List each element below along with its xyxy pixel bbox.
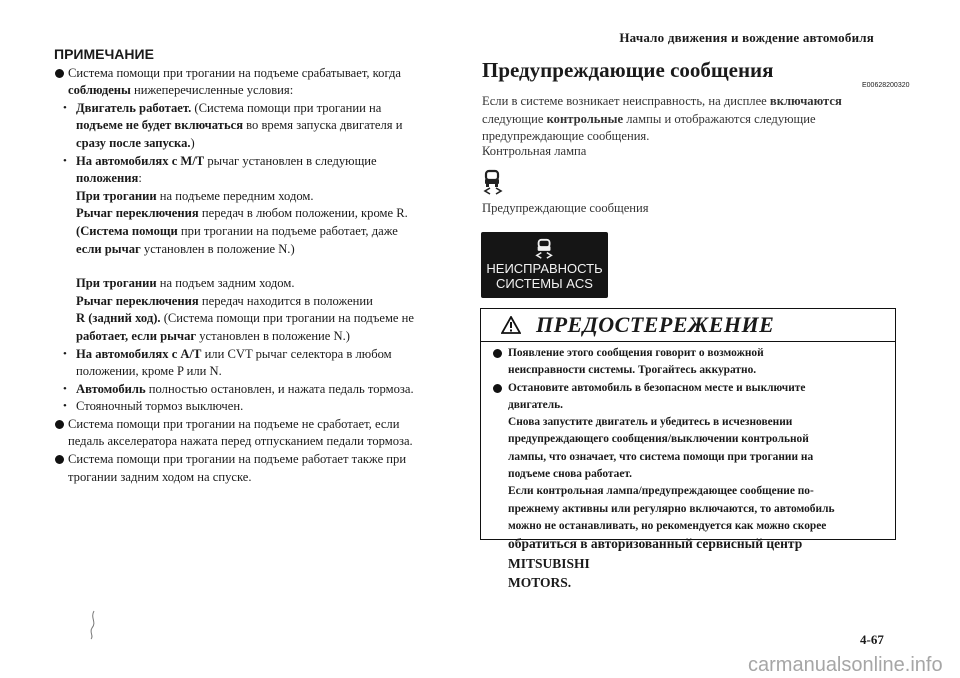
caution-box: [480, 308, 896, 590]
message-label: Предупреждающие сообщения: [482, 201, 649, 215]
section-code: E00628200320: [862, 82, 910, 89]
note-sub-4: • Автомобиль полностью остановлен, и нажата педаль тормоза.: [54, 381, 454, 399]
section-title: Предупреждающие сообщения: [482, 58, 774, 82]
section-intro: Если в системе возникает неисправность, на дисплее включаются следующие контрольные лампы и отображаются следующие предупреждающие сообщения.: [482, 94, 842, 143]
caution-bullet-2: Остановите автомобиль в безопасном месте и выключите двигатель.: [493, 380, 883, 415]
note-bullet-1: Система помощи при трогании на подъеме срабатывает, когда соблюдены нижеперечисленные условия:: [54, 65, 454, 100]
stray-mark: [88, 610, 98, 640]
note-paragraph-forward: При трогании на подъеме передним ходом. Рычаг переключения передач в любом положении, кроме R. (Система помощи при трогании на подъеме работает, даже если рычаг установлен в положение N.): [76, 188, 408, 256]
caution-title: ПРЕДОСТЕРЕЖЕНИЕ: [536, 312, 775, 337]
running-header: Начало движения и вождение автомобиля: [619, 30, 874, 45]
caution-paragraph-restart: Снова запустите двигатель и убедитесь в исчезновении предупреждающего сообщения/выключении контрольной лампы, что означает, что система помощи при трогании на подъеме снова работает.: [508, 416, 814, 481]
warning-display: [481, 232, 608, 298]
note-sub-2: • На автомобилях с M/T рычаг установлен в следующие положения:: [54, 153, 454, 188]
note-sub-1: • Двигатель работает. (Система помощи при трогании на подъеме не будет включаться во время запуска двигателя и сразу после запуска.): [54, 100, 454, 153]
display-line-1: НЕИСПРАВНОСТЬ: [486, 261, 603, 276]
hill-start-assist-icon: [482, 167, 506, 197]
note-title: ПРИМЕЧАНИЕ: [54, 46, 154, 62]
note-sub-3: • На автомобилях с A/T или CVT рычаг селектора в любом положении, кроме P или N.: [54, 346, 454, 381]
display-line-2: СИСТЕМЫ ACS: [496, 276, 593, 291]
watermark: carmanualsonline.info: [748, 654, 943, 676]
page-number: 4-67: [860, 632, 884, 647]
caution-body: [493, 345, 883, 593]
caution-header: [481, 309, 895, 342]
warning-triangle-icon: [501, 316, 521, 334]
note-sub-5: • Стояночный тормоз выключен.: [54, 398, 454, 416]
caution-bullet-1: Появление этого сообщения говорит о возможной неисправности системы. Трогайтесь аккуратно.: [493, 345, 883, 380]
caution-paragraph-service: Если контрольная лампа/предупреждающее сообщение по- прежнему активны или регулярно включаются, то автомобиль можно не останавливать, но рекомендуется как можно скорее обратиться в авторизованный сервисный центр MITSUBISHI MOTORS.: [508, 485, 835, 590]
note-bullet-2: Система помощи при трогании на подъеме не сработает, если педаль акселератора нажата перед отпусканием педали тормоза.: [54, 416, 454, 451]
hill-start-assist-icon: [534, 238, 556, 260]
lamp-label: Контрольная лампа: [482, 144, 587, 158]
note-bullet-3: Система помощи при трогании на подъеме работает также при трогании задним ходом на спуске.: [54, 451, 454, 486]
note-paragraph-reverse: При трогании на подъем задним ходом. Рычаг переключения передач находится в положении R (задний ход). (Система помощи при трогании на подъеме не работает, если рычаг установлен в положение N.): [76, 276, 414, 343]
note-block: [54, 46, 454, 486]
